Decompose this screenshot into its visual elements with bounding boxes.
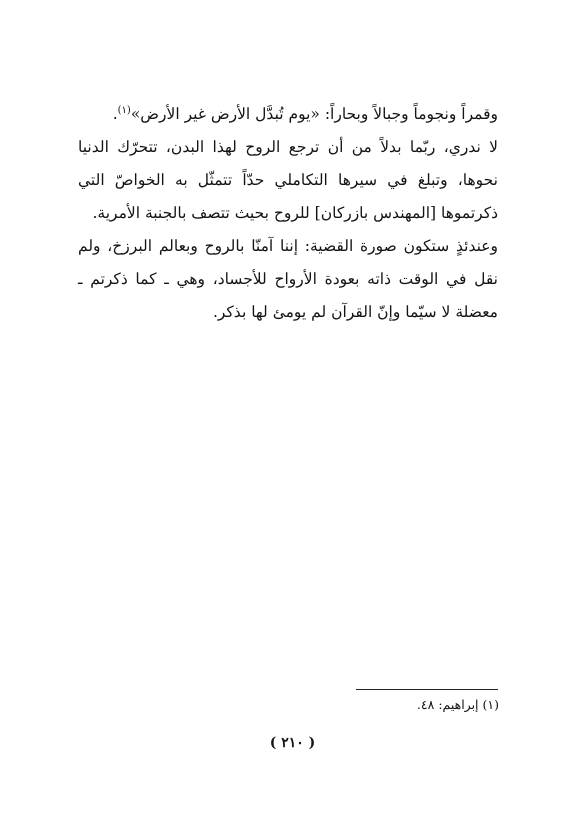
footnote: (١) إبراهيم: ٤٨. <box>416 697 499 712</box>
paragraph-3: وعندئذٍ ستكون صورة القضية: إننا آمنّا بالروح وبعالم البرزخ، ولم نقل في الوقت ذاته بعودة الأرواح للأجساد، وهي ـ كما ذكرتم ـ معضلة لا سيّما وإنّ القرآن لم يومئ لها بذكر. <box>78 237 498 321</box>
footnote-ref: (١) <box>117 104 131 116</box>
footnote-divider <box>356 689 498 690</box>
main-text <box>78 98 498 329</box>
paragraph-1-end: . <box>112 105 118 123</box>
paragraph-1-text: وقمراً ونجوماً وجبالاً وبحاراً: «يوم تُبدَّل الأرض غير الأرض» <box>130 105 498 123</box>
paragraph-2: لا ندري، ربّما بدلاً من أن ترجع الروح لهذا البدن، تتحرّك الدنيا نحوها، وتبلغ في سيرها التكاملي حدّاً تتمثّل به الخواصّ التي ذكرتموها [المهندس بازركان] للروح بحيث تتصف بالجنبة الأمرية. <box>78 138 498 222</box>
page-number: ( ٢١٠ ) <box>269 735 316 751</box>
paragraph-1 <box>78 98 498 131</box>
